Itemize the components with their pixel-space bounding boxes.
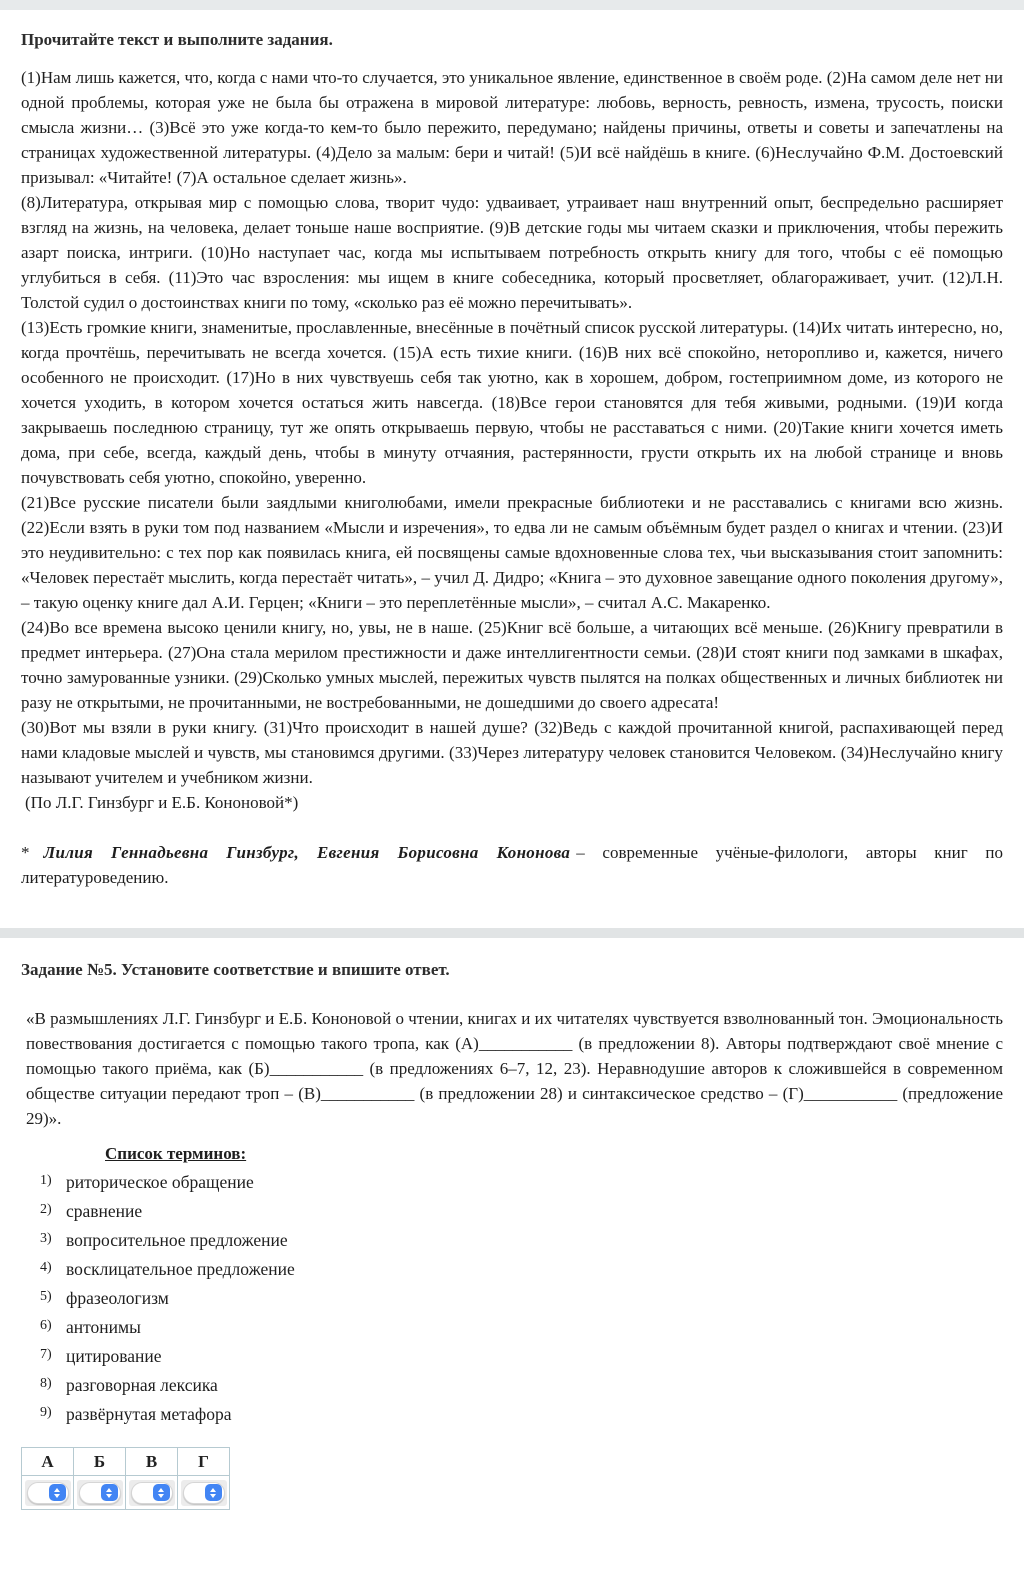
- select-value-a: [27, 1482, 69, 1504]
- term-label: сравнение: [66, 1201, 143, 1221]
- term-label: разговорная лексика: [66, 1375, 218, 1395]
- task-quote: «В размышлениях Л.Г. Гинзбург и Е.Б. Кононовой о чтении, книгах и их читателях чувствуется взволнованный тон. Эмоциональность повествования достигается с помощью такого тропа, как (А)___________ (в предложении 8). Авторы подтверждают своё мнение с помощью такого приёма, как (Б)___________ (в предложениях 6–7, 12, 23). Неравнодушие авторов к сложившейся в современном обществе ситуации передают троп – (В)___________ (в предложении 28) и синтаксическое средство – (Г)___________ (предложение 29)».: [26, 1009, 1003, 1128]
- text-paragraph-3: (13)Есть громкие книги, знаменитые, прославленные, внесённые в почётный список русской литературы. (14)Их читать интересно, но, когда прочтёшь, перечитывать не всегда хочется. (15)А есть тихие книги. (16)В них всё спокойно, неторопливо и, кажется, ничего особенного не происходит. (17)Но в них чувствуешь себя так уютно, как в хорошем, добром, гостеприимном доме, из которого не хочется уходить, в котором хочется остаться жить навсегда. (18)Все герои становятся для тебя живыми, родными. (19)И когда закрываешь последнюю страницу, тут же опять открываешь первую, чтобы не расставаться с ними. (20)Такие книги хочется иметь дома, при себе, всегда, каждый день, чтобы в минуту отчаяния, растерянности, грусти открыть их на любой странице и вновь почувствовать себя уютно, спокойно, уверенно.: [21, 318, 1003, 487]
- answer-column-header-v: В: [126, 1448, 178, 1476]
- term-number: 7): [40, 1347, 52, 1362]
- term-item-2: [21, 1200, 1003, 1229]
- term-label: развёрнутая метафора: [66, 1404, 232, 1424]
- answer-table: [21, 1447, 230, 1510]
- answer-table-header-row: [22, 1448, 230, 1476]
- answer-cell-v: [126, 1476, 178, 1510]
- answer-column-header-b: Б: [74, 1448, 126, 1476]
- footnote-authors: Лилия Геннадьевна Гинзбург, Евгения Борисовна Кононова: [43, 843, 571, 862]
- answer-select-g[interactable]: [181, 1480, 227, 1506]
- page-top-edge: [0, 0, 1024, 10]
- text-paragraph-4: (21)Все русские писатели были заядлыми книголюбами, имели прекрасные библиотеки и не расставались с книгами всю жизнь. (22)Если взять в руки том под названием «Мысли и изречения», то едва ли не самым объёмным будет раздел о книгах и чтении. (23)И это неудивительно: с тех пор как появилась книга, ей посвящены самые вдохновенные слова тех, чьи высказывания стоит запомнить: «Человек перестаёт мыслить, когда перестаёт читать», – учил Д. Дидро; «Книга – это духовное завещание одного поколения другому», – такую оценку книге дал А.И. Герцен; «Книги – это переплетённые мысли», – считал А.С. Макаренко.: [21, 493, 1003, 612]
- answer-cell-a: [22, 1476, 74, 1510]
- term-number: 9): [40, 1405, 52, 1420]
- select-value-g: [183, 1482, 225, 1504]
- select-value-v: [131, 1482, 173, 1504]
- term-number: 6): [40, 1318, 52, 1333]
- term-item-3: [21, 1229, 1003, 1258]
- stepper-arrows-icon: [153, 1484, 170, 1501]
- term-number: 1): [40, 1173, 52, 1188]
- attribution-line: (По Л.Г. Гинзбург и Е.Б. Кононовой*): [25, 793, 299, 812]
- term-item-5: [21, 1287, 1003, 1316]
- reading-text: [21, 65, 1003, 815]
- answer-select-v[interactable]: [129, 1480, 175, 1506]
- term-label: риторическое обращение: [66, 1172, 254, 1192]
- text-paragraph-2: (8)Литература, открывая мир с помощью слова, творит чудо: удваивает, утраивает наш внутренний опыт, беспредельно расширяет взгляд на жизнь, на человека, делает тоньше наше восприятие. (9)В детские годы мы читаем сказки и приключения, чтобы пережить азарт поиска, интриги. (10)Но наступает час, когда мы испытываем потребность открыть книгу для того, чтобы с её помощью углубиться в себя. (11)Это час взросления: мы ищем в книге собеседника, который просветляет, облагораживает, учит. (12)Л.Н. Толстой судил о достоинствах книги по тому, «сколько раз её можно перечитывать».: [21, 193, 1003, 312]
- footnote: [21, 840, 1003, 890]
- answer-select-a[interactable]: [25, 1480, 71, 1506]
- term-item-6: [21, 1316, 1003, 1345]
- term-label: вопросительное предложение: [66, 1230, 288, 1250]
- term-number: 3): [40, 1231, 52, 1246]
- term-label: цитирование: [66, 1346, 162, 1366]
- term-number: 8): [40, 1376, 52, 1391]
- task-heading: Задание №5. Установите соответствие и впишите ответ.: [21, 960, 450, 979]
- answer-column-header-a: А: [22, 1448, 74, 1476]
- term-label: восклицательное предложение: [66, 1259, 295, 1279]
- term-number: 2): [40, 1202, 52, 1217]
- reading-section: [0, 30, 1024, 890]
- term-label: антонимы: [66, 1317, 141, 1337]
- terms-list: [21, 1171, 1003, 1432]
- term-number: 5): [40, 1289, 52, 1304]
- answer-table-input-row: [22, 1476, 230, 1510]
- answer-column-header-g: Г: [178, 1448, 230, 1476]
- answer-cell-g: [178, 1476, 230, 1510]
- task-section: [0, 960, 1024, 1510]
- term-item-7: [21, 1345, 1003, 1374]
- term-item-9: [21, 1403, 1003, 1432]
- instruction-heading: Прочитайте текст и выполните задания.: [21, 30, 333, 49]
- text-paragraph-5: (24)Во все времена высоко ценили книгу, но, увы, не в наше. (25)Книг всё больше, а читающих всё меньше. (26)Книгу превратили в предмет интерьера. (27)Она стала мерилом престижности и даже интеллигентности семьи. (28)И стоят книги под замками в шкафах, точно замурованные узники. (29)Сколько умных мыслей, пережитых чувств пылятся на полках общественных и личных библиотек ни разу не открытыми, не прочитанными, не востребованными, не дошедшими до своего адресата!: [21, 618, 1003, 712]
- answer-cell-b: [74, 1476, 126, 1510]
- term-number: 4): [40, 1260, 52, 1275]
- term-label: фразеологизм: [66, 1288, 169, 1308]
- stepper-arrows-icon: [101, 1484, 118, 1501]
- stepper-arrows-icon: [49, 1484, 66, 1501]
- select-value-b: [79, 1482, 121, 1504]
- answer-select-b[interactable]: [77, 1480, 123, 1506]
- text-paragraph-1: (1)Нам лишь кажется, что, когда с нами что-то случается, это уникальное явление, единственное в своём роде. (2)На самом деле нет ни одной проблемы, которая уже не была бы отражена в мировой литературе: любовь, верность, ревность, измена, трусость, поиски смысла жизни… (3)Всё это уже когда-то кем-то было пережито, передумано; найдены причины, ответы и советы и запечатлены на страницах художественной литературы. (4)Дело за малым: бери и читай! (5)И всё найдёшь в книге. (6)Неслучайно Ф.М. Достоевский призывал: «Читайте! (7)А остальное сделает жизнь».: [21, 68, 1003, 187]
- terms-heading: Список терминов:: [105, 1144, 247, 1163]
- text-paragraph-6: (30)Вот мы взяли в руки книгу. (31)Что происходит в нашей душе? (32)Ведь с каждой прочитанной книгой, распахивающей перед нами кладовые мыслей и чувств, мы становимся другими. (33)Через литературу человек становится Человеком. (34)Неслучайно книгу называют учителем и учебником жизни.: [21, 718, 1003, 787]
- stepper-arrows-icon: [205, 1484, 222, 1501]
- term-item-8: [21, 1374, 1003, 1403]
- footnote-marker: *: [21, 843, 30, 862]
- footnote-description: – современные учёные-филологи, авторы книг по литературоведению.: [21, 843, 1003, 887]
- term-item-1: [21, 1171, 1003, 1200]
- term-item-4: [21, 1258, 1003, 1287]
- section-divider: [0, 928, 1024, 938]
